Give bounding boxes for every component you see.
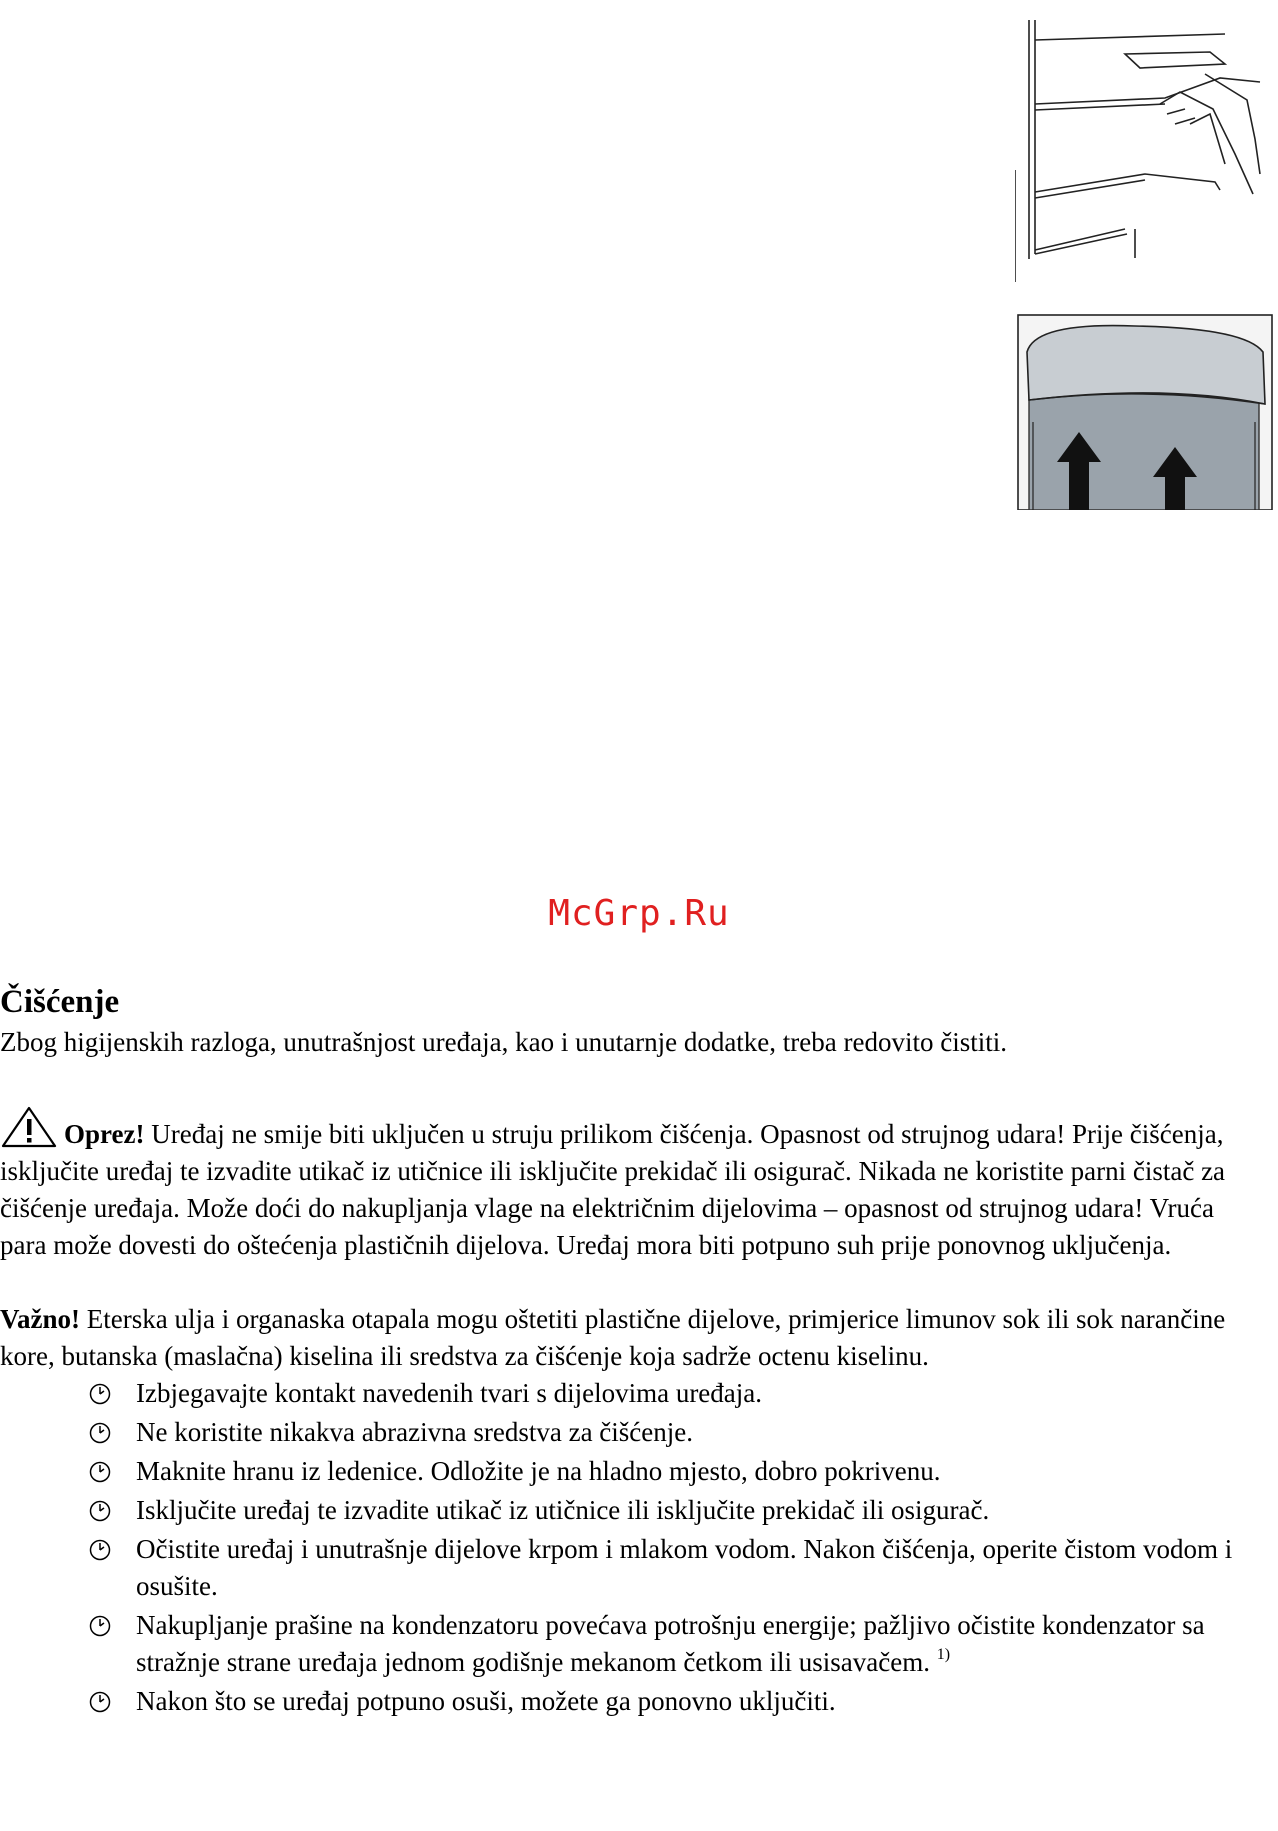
list-item: Nakon što se uređaj potpuno osuši, možete ga ponovno uključiti. [88,1683,1260,1720]
important-text: Eterska ulja i organaska otapala mogu oštetiti plastične dijelove, primjerice limunov sok ili sok narančine kore, butanska (maslačna) kiselina ili sredstva za čišćenje koja sadrže octenu kiselinu. [0,1304,1226,1371]
list-item: Isključite uređaj te izvadite utikač iz utičnice ili isključite prekidač ili osigurač. [88,1492,1260,1529]
caution-text: Uređaj ne smije biti uključen u struju prilikom čišćenja. Opasnost od strujnog udara! Prije čišćenja, isključite uređaj te izvadite utikač iz utičnice ili isključite prekidač ili osigurač. Nikada ne koristite parni čistač za čišćenje uređaja. Može doći do nakupljanja vlage na električnim dijelovima – opasnost od strujnog udara! Vruća para može dovesti do oštećenja plastičnih dijelova. Uređaj mora biti potpuno suh prije ponovnog uključenja. [0,1119,1226,1260]
list-item: Očistite uređaj i unutrašnje dijelove krpom i mlakom vodom. Nakon čišćenja, operite čistom vodom i osušite. [88,1531,1260,1605]
watermark-text: McGrp.Ru [548,893,730,934]
drawer-removal-illustration [1015,312,1277,510]
important-label: Važno! [0,1304,81,1334]
cleaning-steps-list [0,1375,1260,1720]
list-item: Izbjegavajte kontakt navedenih tvari s dijelovima uređaja. [88,1375,1260,1412]
clock-bullet-icon [88,1382,112,1406]
list-item: Ne koristite nikakva abrazivna sredstva za čišćenje. [88,1414,1260,1451]
clock-bullet-icon [88,1499,112,1523]
footnote-marker: 1) [936,1646,951,1663]
caution-label: Oprez! [64,1119,145,1149]
list-item: Nakupljanje prašine na kondenzatoru povećava potrošnju energije; pažljivo očistite kondenzator sa stražnje strane uređaja jednom godišnje mekanom četkom ili usisavačem. $^{1)}$ [88,1607,1260,1681]
clock-bullet-icon [88,1538,112,1562]
shelf-removal-illustration [1015,14,1265,282]
clock-bullet-icon [88,1421,112,1445]
cleaning-section [0,980,1260,1722]
intro-paragraph: Zbog higijenskih razloga, unutrašnjost uređaja, kao i unutarnje dodatke, treba redovito čistiti. [0,1027,1007,1057]
warning-triangle-icon [0,1105,58,1149]
caution-paragraph [0,1105,1260,1264]
section-title: Čišćenje [0,984,120,1020]
clock-bullet-icon [88,1614,112,1638]
clock-bullet-icon [88,1690,112,1714]
important-paragraph [0,1301,1260,1375]
list-item: Maknite hranu iz ledenice. Odložite je na hladno mjesto, dobro pokrivenu. [88,1453,1260,1490]
clock-bullet-icon [88,1460,112,1484]
